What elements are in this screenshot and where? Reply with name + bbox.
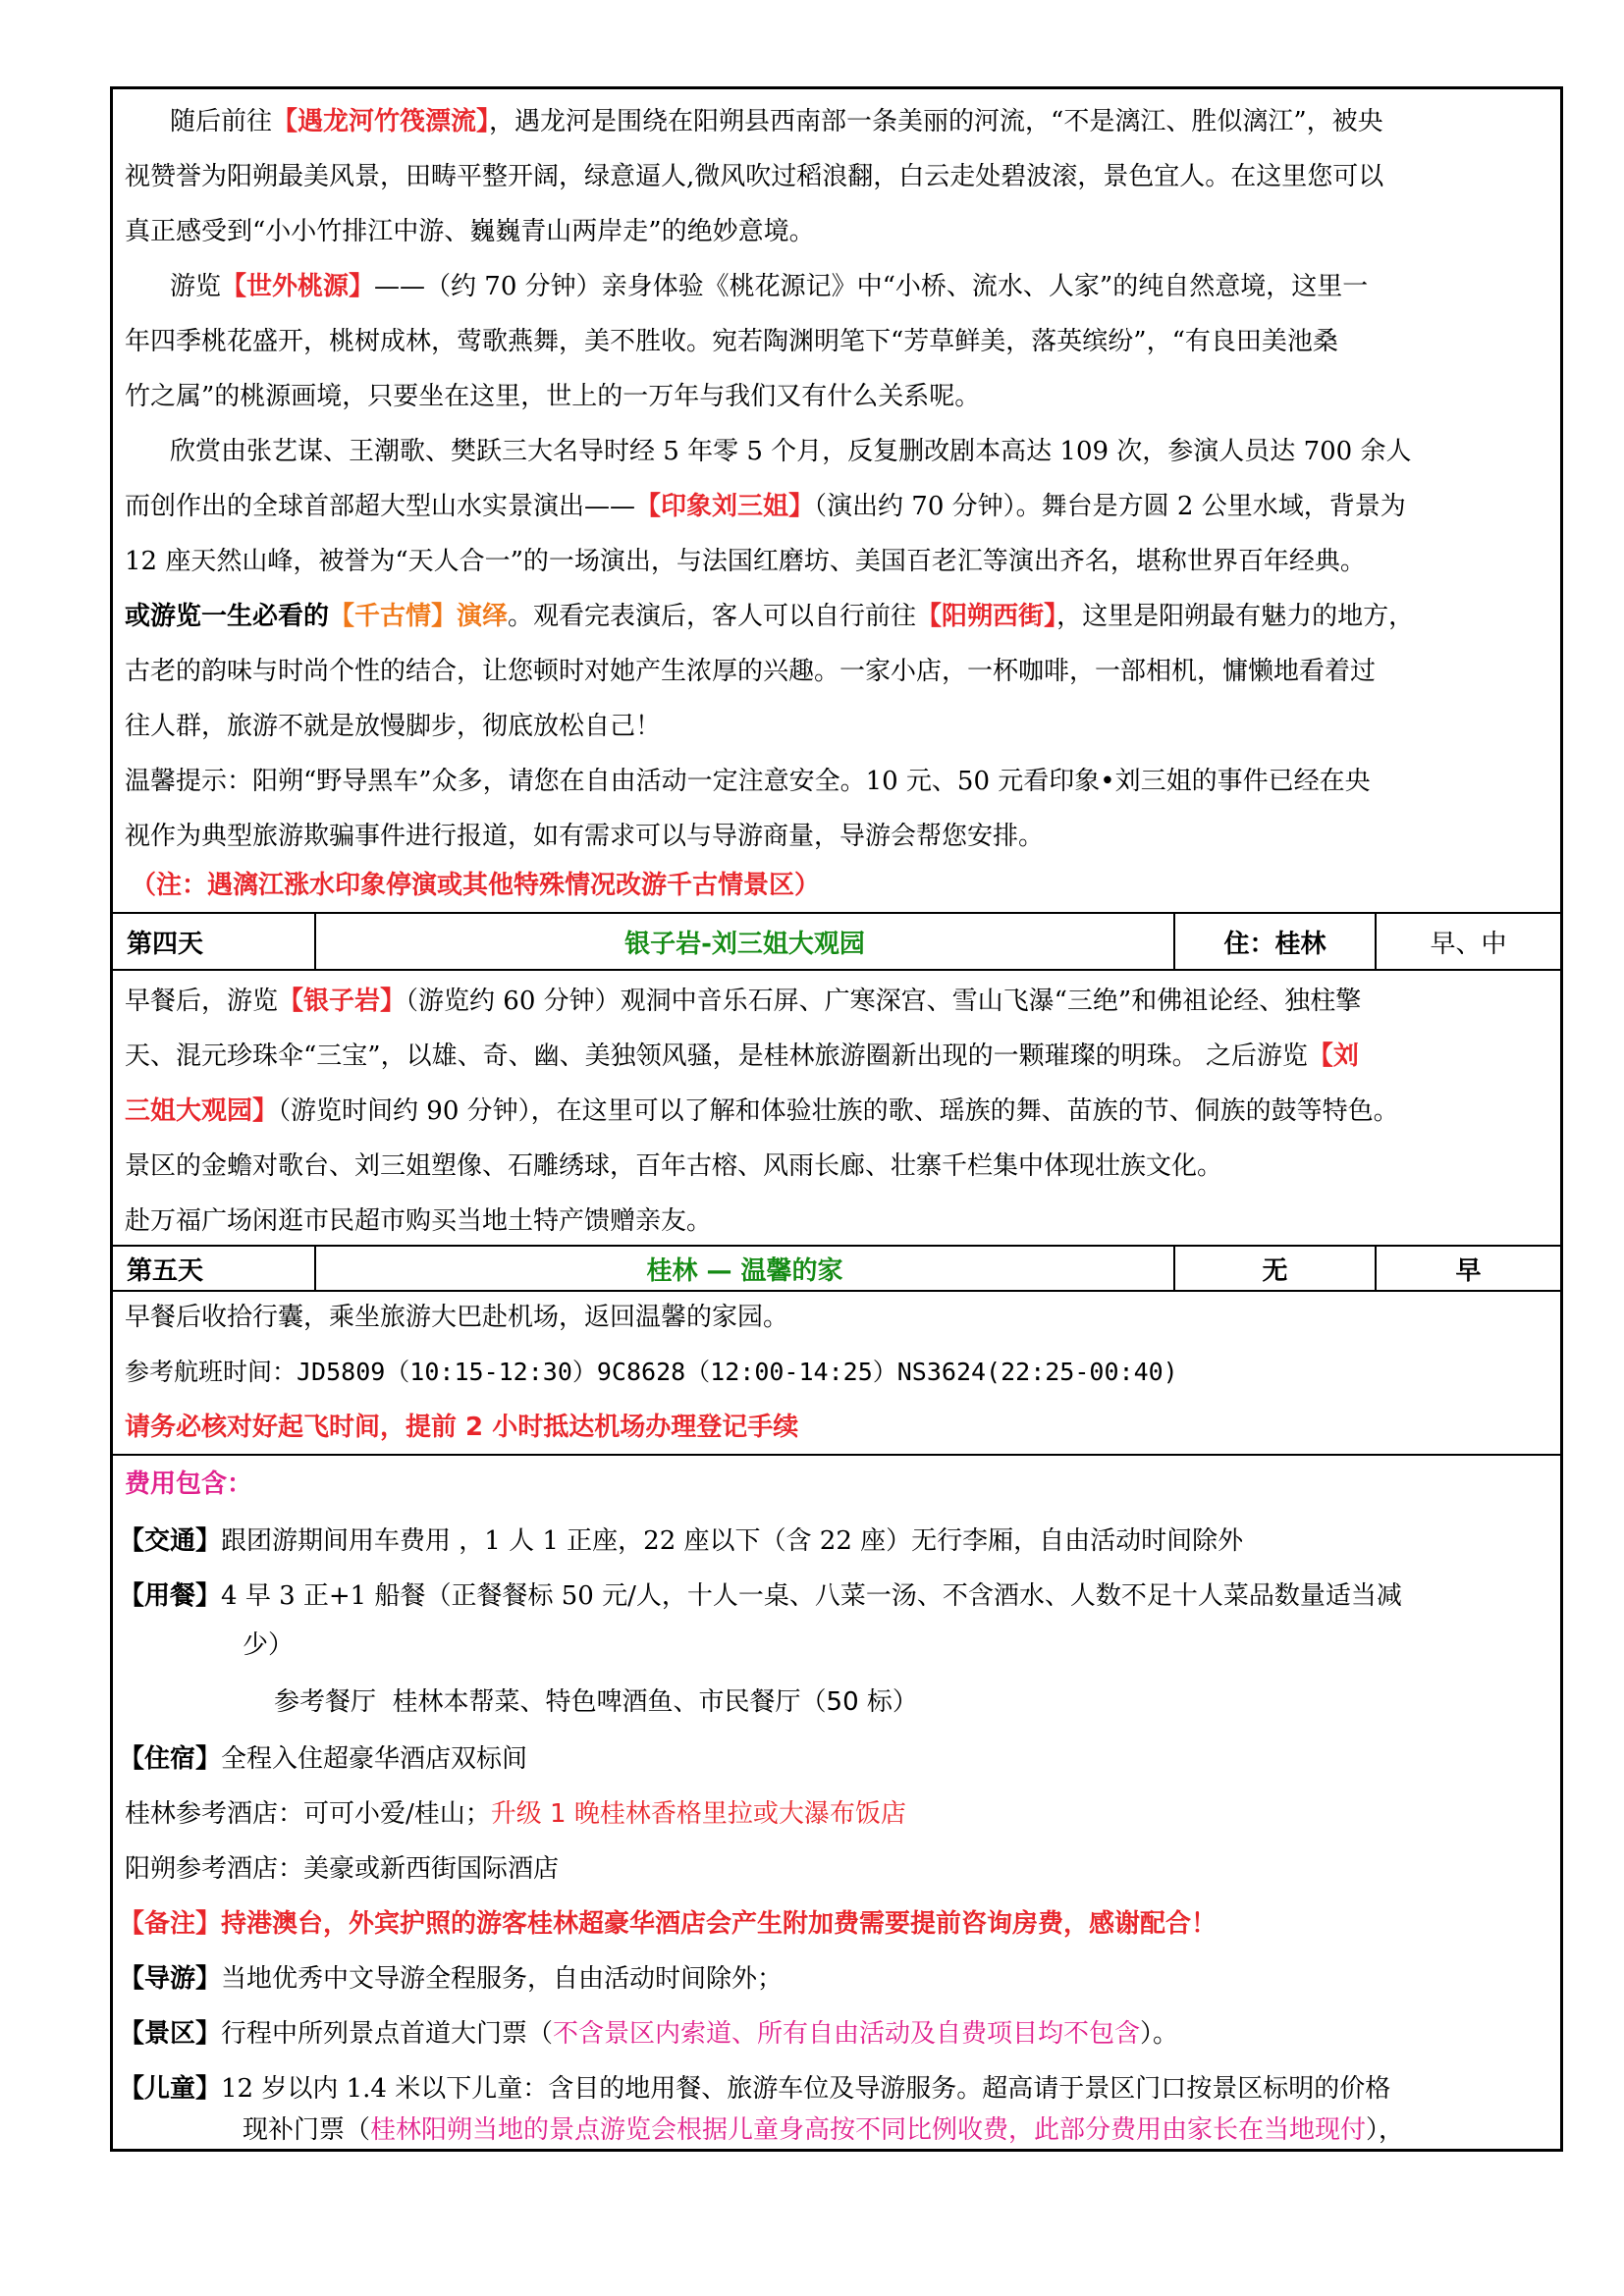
itinerary-document <box>110 86 1563 2152</box>
highlight-silver-cave: 【银子岩】 <box>278 987 406 1016</box>
checkin-reminder: 请务必核对好起飞时间，提前 2 小时抵达机场办理登记手续 <box>125 1413 799 1442</box>
day4-route: 银子岩-刘三姐大观园 <box>314 914 1173 969</box>
fee-guide: 【导游】当地优秀中文导游全程服务，自由活动时间除外； <box>119 1964 784 1994</box>
reference-restaurant: 参考餐厅 桂林本帮菜、特色啤酒鱼、市民餐厅（50 标） <box>274 1687 918 1717</box>
fee-traffic: 【交通】跟团游期间用车费用 ，1 人 1 正座，22 座以下（含 22 座）无行李厢，自由活动时间除外 <box>119 1526 1244 1556</box>
highlight-west-street: 【阳朔西街】 <box>916 602 1057 631</box>
flight-times: 参考航班时间：JD5809（10:15-12:30）9C8628（12:00-14:25）NS3624(22:25-00:40) <box>125 1358 1178 1386</box>
fee-meals: 【用餐】4 早 3 正+1 船餐（正餐餐标 50 元/人，十人一桌、八菜一汤、不含酒水、人数不足十人菜品数量适当减 <box>119 1581 1402 1611</box>
day4-stay: 住：桂林 <box>1173 914 1375 969</box>
paragraph-line: 赴万福广场闲逛市民超市购买当地土特产馈赠亲友。 <box>125 1206 713 1236</box>
paragraph-line: 而创作出的全球首部超大型山水实景演出——【印象刘三姐】（演出约 70 分钟）。舞台是方圆 2 公里水域，背景为 <box>125 492 1406 521</box>
paragraph-line: 往人群，旅游不就是放慢脚步，彻底放松自己！ <box>125 712 662 741</box>
day5-route: 桂林 — 温馨的家 <box>314 1247 1173 1290</box>
paragraph-line: 三姐大观园】（游览时间约 90 分钟），在这里可以了解和体验壮族的歌、瑶族的舞、苗族的节、侗族的鼓等特色。 <box>125 1096 1399 1126</box>
day4-header-row <box>113 914 1560 969</box>
paragraph-line: 竹之属”的桃源画境，只要坐在这里，世上的一万年与我们又有什么关系呢。 <box>125 382 981 411</box>
guilin-hotel: 桂林参考酒店：可可小爱/桂山；升级 1 晚桂林香格里拉或大瀑布饭店 <box>125 1799 906 1829</box>
warning-tip: 温馨提示：阳朔“野导黑车”众多，请您在自由活动一定注意安全。10 元、50 元看印象•刘三姐的事件已经在央 <box>125 767 1371 796</box>
paragraph-line: 少） <box>243 1630 295 1660</box>
day5-paragraph: 早餐后收拾行囊，乘坐旅游大巴赴机场，返回温馨的家园。 <box>125 1303 789 1332</box>
paragraph-yulong-river: 随后前往【遇龙河竹筏漂流】，遇龙河是围绕在阳朔县西南部一条美丽的河流，“不是漓江、胜似漓江”，被央 <box>170 107 1383 136</box>
day4-meals: 早、中 <box>1375 914 1560 969</box>
day4-label: 第四天 <box>127 929 204 959</box>
day4-paragraph: 早餐后，游览【银子岩】（游览约 60 分钟）观洞中音乐石屏、广寒深宫、雪山飞瀑“三绝”和佛祖论经、独柱擎 <box>125 987 1362 1016</box>
fees-title: 费用包含： <box>125 1469 253 1499</box>
paragraph-line: 真正感受到“小小竹排江中游、巍巍青山两岸走”的绝妙意境。 <box>125 217 815 246</box>
fee-hotel: 【住宿】全程入住超豪华酒店双标间 <box>119 1744 528 1774</box>
paragraph-impression-show: 欣赏由张艺谋、王潮歌、樊跃三大名导时经 5 年零 5 个月，反复删改剧本高达 109 次，参演人员达 700 余人 <box>170 437 1412 466</box>
day5-header-row <box>113 1247 1560 1290</box>
paragraph-line: 视作为典型旅游欺骗事件进行报道，如有需求可以与导游商量，导游会帮您安排。 <box>125 822 1045 851</box>
fee-children: 【儿童】12 岁以内 1.4 米以下儿童：含目的地用餐、旅游车位及导游服务。超高请于景区门口按景区标明的价格 <box>119 2074 1391 2104</box>
yangshuo-hotel: 阳朔参考酒店：美豪或新西街国际酒店 <box>125 1854 560 1884</box>
paragraph-line: 年四季桃花盛开，桃树成林，莺歌燕舞，美不胜收。宛若陶渊明笔下“芳草鲜美，落英缤纷”，“有良田美池桑 <box>125 327 1338 356</box>
highlight-yulong-rafting: 【遇龙河竹筏漂流】 <box>272 107 490 136</box>
highlight-impression-liusanjie: 【印象刘三姐】 <box>635 492 815 521</box>
hotel-remark: 【备注】持港澳台，外宾护照的游客桂林超豪华酒店会产生附加费需要提前咨询房费，感谢配合！ <box>119 1909 1218 1939</box>
highlight-liusanjie-park: 【刘 <box>1307 1041 1359 1071</box>
day5-meals: 早 <box>1375 1247 1560 1290</box>
paragraph-west-street: 或游览一生必看的【千古情】演绎。观看完表演后，客人可以自行前往【阳朔西街】，这里是阳朔最有魅力的地方， <box>125 602 1415 631</box>
paragraph-line: 视赞誉为阳朔最美风景，田畴平整开阔，绿意逼人,微风吹过稻浪翻，白云走处碧波滚，景色宜人。在这里您可以 <box>125 162 1384 191</box>
paragraph-line: 景区的金蟾对歌台、刘三姐塑像、石雕绣球，百年古榕、风雨长廊、壮寨千栏集中体现壮族文化。 <box>125 1151 1223 1181</box>
paragraph-line: 天、混元珍珠伞“三宝”，以雄、奇、幽、美独领风骚，是桂林旅游圈新出现的一颗璀璨的明珠。 之后游览【刘 <box>125 1041 1359 1071</box>
fee-scenic: 【景区】行程中所列景点首道大门票（不含景区内索道、所有自由活动及自费项目均不包含）。 <box>119 2019 1179 2049</box>
day5-label: 第五天 <box>127 1255 204 1286</box>
highlight-qiangu-show: 【千古情】演绎 <box>329 602 509 631</box>
paragraph-line: 古老的韵味与时尚个性的结合，让您顿时对她产生浓厚的兴趣。一家小店，一杯咖啡，一部相机，慵懒地看着过 <box>125 657 1377 686</box>
paragraph-line: 12 座天然山峰，被誉为“天人合一”的一场演出，与法国红磨坊、美国百老汇等演出齐名，堪称世界百年经典。 <box>125 547 1366 576</box>
highlight-peach-garden: 【世外桃源】 <box>221 272 375 301</box>
paragraph-line: 现补门票（桂林阳朔当地的景点游览会根据儿童身高按不同比例收费，此部分费用由家长在当地现付）， <box>243 2115 1405 2145</box>
day5-stay: 无 <box>1173 1247 1375 1290</box>
flood-note: （注：遇漓江涨水印象停演或其他特殊情况改游千古情景区） <box>131 871 821 900</box>
paragraph-peach-garden: 游览【世外桃源】——（约 70 分钟）亲身体验《桃花源记》中“小桥、流水、人家”的纯自然意境，这里一 <box>170 272 1369 301</box>
